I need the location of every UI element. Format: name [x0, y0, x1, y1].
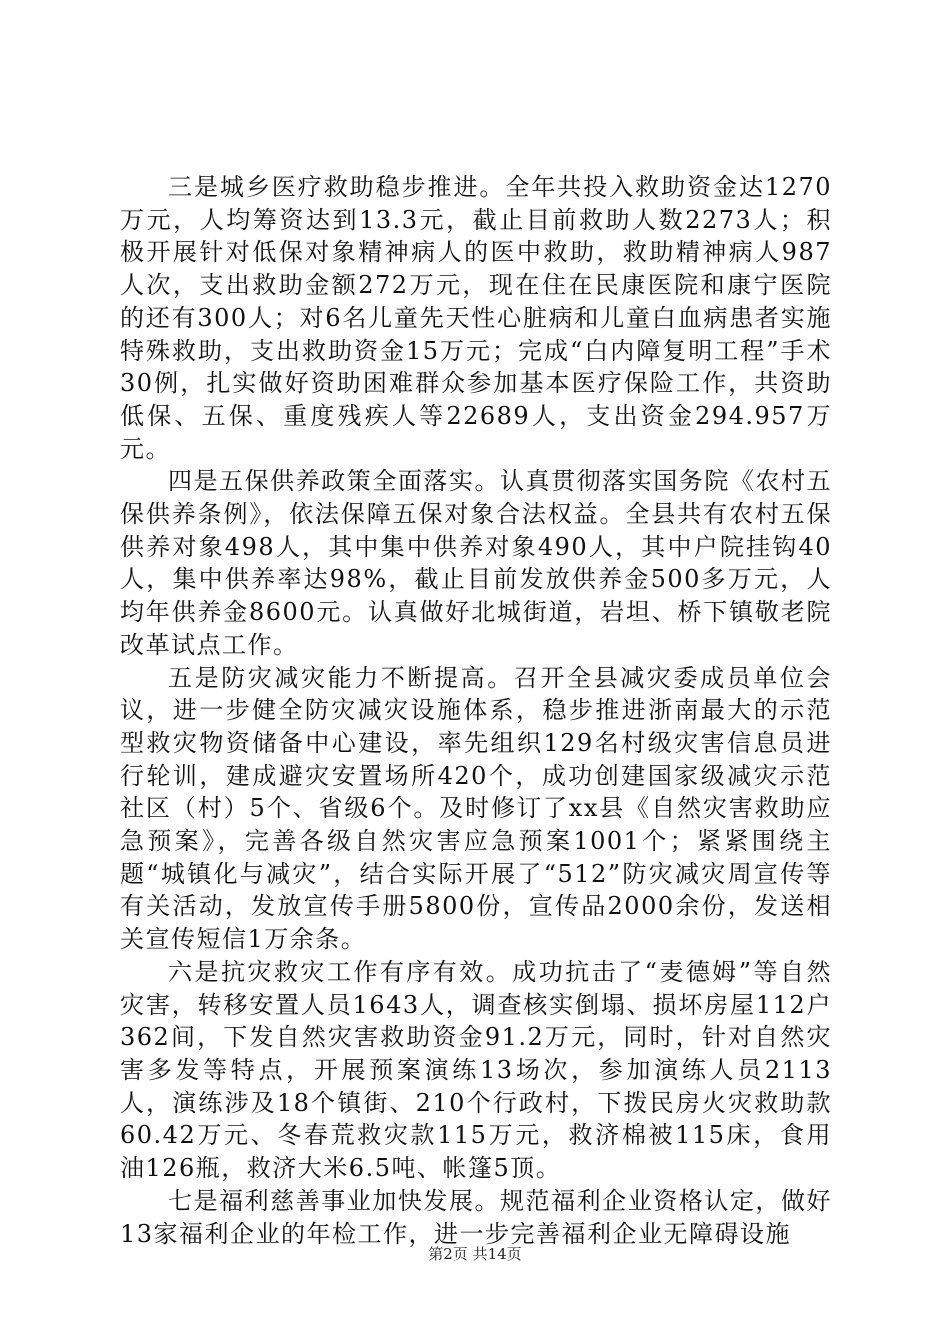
paragraph-disaster-prevention: 五是防灾减灾能力不断提高。召开全县减灾委成员单位会议，进一步健全防灾减灾设施体系，稳步推进浙南最大的示范型救灾物资储备中心建设，率先组织129名村级灾害信息员进行轮训，建成避灾安置场所420个，成功创建国家级减灾示范社区（村）5个、省级6个。及时修订了xx县《自然灾害救助应急预案》，完善各级自然灾害应急预案1001个；紧紧围绕主题“城镇化与减灾”，结合实际开展了“512”防灾减灾周宣传等有关活动，发放宣传手册5800份，宣传品2000余份，发送相关宣传短信1万余条。: [120, 663, 832, 954]
page-footer: 第2页 共14页: [428, 1245, 522, 1263]
paragraph-five-guarantees: 四是五保供养政策全面落实。认真贯彻落实国务院《农村五保供养条例》，依法保障五保对象合法权益。全县共有农村五保供养对象498人，其中集中供养对象490人，其中户院挂钩40人，集中供养率达98%，截止目前发放供养金500多万元，人均年供养金8600元。认真做好北城街道，岩坦、桥下镇敬老院改革试点工作。: [120, 467, 832, 659]
paragraph-disaster-relief: 六是抗灾救灾工作有序有效。成功抗击了“麦德姆”等自然灾害，转移安置人员1643人，调查核实倒塌、损坏房屋112户362间，下发自然灾害救助资金91.2万元，同时，针对自然灾害多发等特点，开展预案演练13场次，参加演练人员2113人，演练涉及18个镇街、210个行政村，下拨民房火灾救助款60.42万元、冬春荒救灾款115万元，救济棉被115床，食用油126瓶，救济大米6.5吨、帐篷5顶。: [120, 957, 832, 1183]
paragraph-welfare-charity: 七是福利慈善事业加快发展。规范福利企业资格认定，做好13家福利企业的年检工作，进一步完善福利企业无障碍设施: [120, 1186, 832, 1248]
paragraph-medical-aid: 三是城乡医疗救助稳步推进。全年共投入救助资金达1270万元，人均筹资达到13.3元，截止目前救助人数2273人；积极开展针对低保对象精神病人的医中救助，救助精神病人987人次，支出救助金额272万元，现在住在民康医院和康宁医院的还有300人；对6名儿童先天性心脏病和儿童白血病患者实施特殊救助，支出救助资金15万元；完成“白内障复明工程”手术30例，扎实做好资助困难群众参加基本医疗保险工作，共资助低保、五保、重度残疾人等22689人，支出资金294.957万元。: [120, 173, 832, 463]
document-body: [120, 171, 832, 1250]
